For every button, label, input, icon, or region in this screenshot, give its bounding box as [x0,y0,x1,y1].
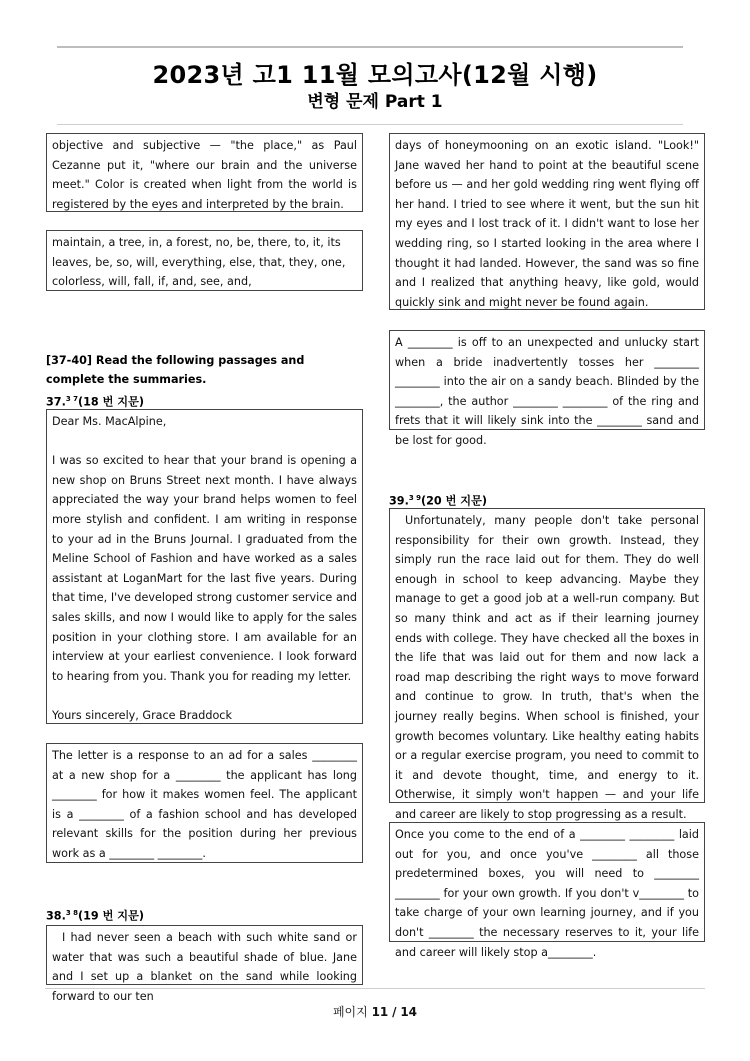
beach-summary-box [389,330,705,447]
top-rule [57,46,683,48]
page-title: 2023년 고1 11월 모의고사(12월 시행) [152,61,598,89]
beach-passage-box [46,925,363,1003]
footer-current-page: 11 [371,1005,389,1019]
question-37-tag: (18 번 지문) [78,395,145,409]
growth-summary-text: Once you come to the end of a ________ ________ laid out for you, and once you've ________ all those predetermined boxes, you will need to ________ ________ for your own growth. If you don't v________ to take charge of your own learning journey, and if you don't ________ the necessary reserves to it, your life and career will likely stop a________. [395,828,699,959]
letter-summary-box [46,743,363,863]
question-39-sup: 3 9 [408,494,422,502]
question-37-number: 37. [46,395,66,409]
page-footer [0,1003,750,1020]
color-passage-box [46,133,363,212]
beach-summary-text: A ________ is off to an unexpected and unlucky start when a bride inadvertently tosses her ________ ________ into the air on a sandy beach. Blinded by the ________, the author ________ ________ of the ring and frets that it will likely sink into the ________ sand and be lost for good. [395,336,699,447]
letter-summary-text: The letter is a response to an ad for a sales ________ at a new shop for a ________ the applicant has long ________ for how it makes women feel. The applicant is a ________ of a fashion school and has developed relevant skills for the position during her previous work as a ________ ________. [52,749,357,860]
beach-passage-start: I had never seen a beach with such white sand or water that was such a beautiful shade of blue. Jane and I set up a blanket on the sand while looking forward to our ten [52,931,357,1003]
footer-separator: / [392,1005,397,1019]
growth-passage-box [389,508,705,821]
footer-rule [45,988,705,989]
beach-passage-continued-box [389,133,705,310]
growth-passage-text: Unfortunately, many people don't take personal responsibility for their own growth. Instead, they simply run the race laid out for them. They do well enough in school to keep advancing. Maybe they manage to get a good job at a well-run company. But so many think and act as if their learning journey ends with college. They have checked all the boxes in the life that was laid out for them and now lack a road map describing the right ways to move forward and continue to grow. In truth, that's when the journey really begins. When school is finished, your growth becomes voluntary. Like healthy eating habits or a regular exercise program, you need to commit to it and devote thought, time, and energy to it. Otherwise, it simply won't happen — and your life and career are likely to stop progressing as a result. [395,514,699,821]
question-38-label [46,904,144,926]
letter-body: I was so excited to hear that your brand is opening a new shop on Bruns Street next month. I have always appreciated the way your brand helps women to feel more stylish and confident. I am writing in response to your ad in the Bruns Journal. I graduated from the Meline School of Fashion and have worked as a sales assistant at LoganMart for the last five years. During that time, I've developed strong customer service and sales skills, and now I would like to apply for the sales position in your clothing store. I am available for an interview at your earliest convenience. I look forward to hearing from you. Thank you for reading my letter. [52,454,357,683]
question-38-tag: (19 번 지문) [78,909,145,923]
instructions: [37-40] Read the following passages and complete the summaries. [46,354,305,386]
question-37-sup: 3 7 [65,395,79,403]
question-38-sup: 3 8 [65,909,79,917]
page-subtitle: 변형 문제 Part 1 [307,92,443,112]
header-divider [57,124,683,125]
growth-summary-box [389,822,705,959]
letter-salutation: Dear Ms. MacAlpine, [52,415,167,428]
question-39-tag: (20 번 지문) [421,494,488,508]
letter-closing: Yours sincerely, Grace Braddock [52,708,232,722]
letter-passage-box [46,409,363,724]
question-38-number: 38. [46,909,66,923]
footer-total-pages: 14 [400,1005,418,1019]
beach-passage-continued: days of honeymooning on an exotic island. "Look!" Jane waved her hand to point at the beautiful scene before us — and her gold wedding ring went flying off her hand. I tried to see where it went, but the sun hit my eyes and I lost track of it. I didn't want to lose her wedding ring, so I started looking in the area where I thought it had landed. However, the sand was so fine and I realized that anything heavy, like gold, would quickly sink and might never be found again. [395,139,699,309]
word-bank-box [46,230,363,291]
footer-prefix: 페이지 [332,1005,368,1019]
question-39-number: 39. [389,494,409,508]
color-passage-text: objective and subjective — "the place," as Paul Cezanne put it, "where our brain and the universe meet." Color is created when light from the world is registered by the eyes and interpreted by the brain. [52,139,357,211]
word-bank-text: maintain, a tree, in, a forest, no, be, there, to, it, its leaves, be, so, will, everything, else, that, they, one, colorless, will, fall, if, and, see, and, [52,236,346,289]
